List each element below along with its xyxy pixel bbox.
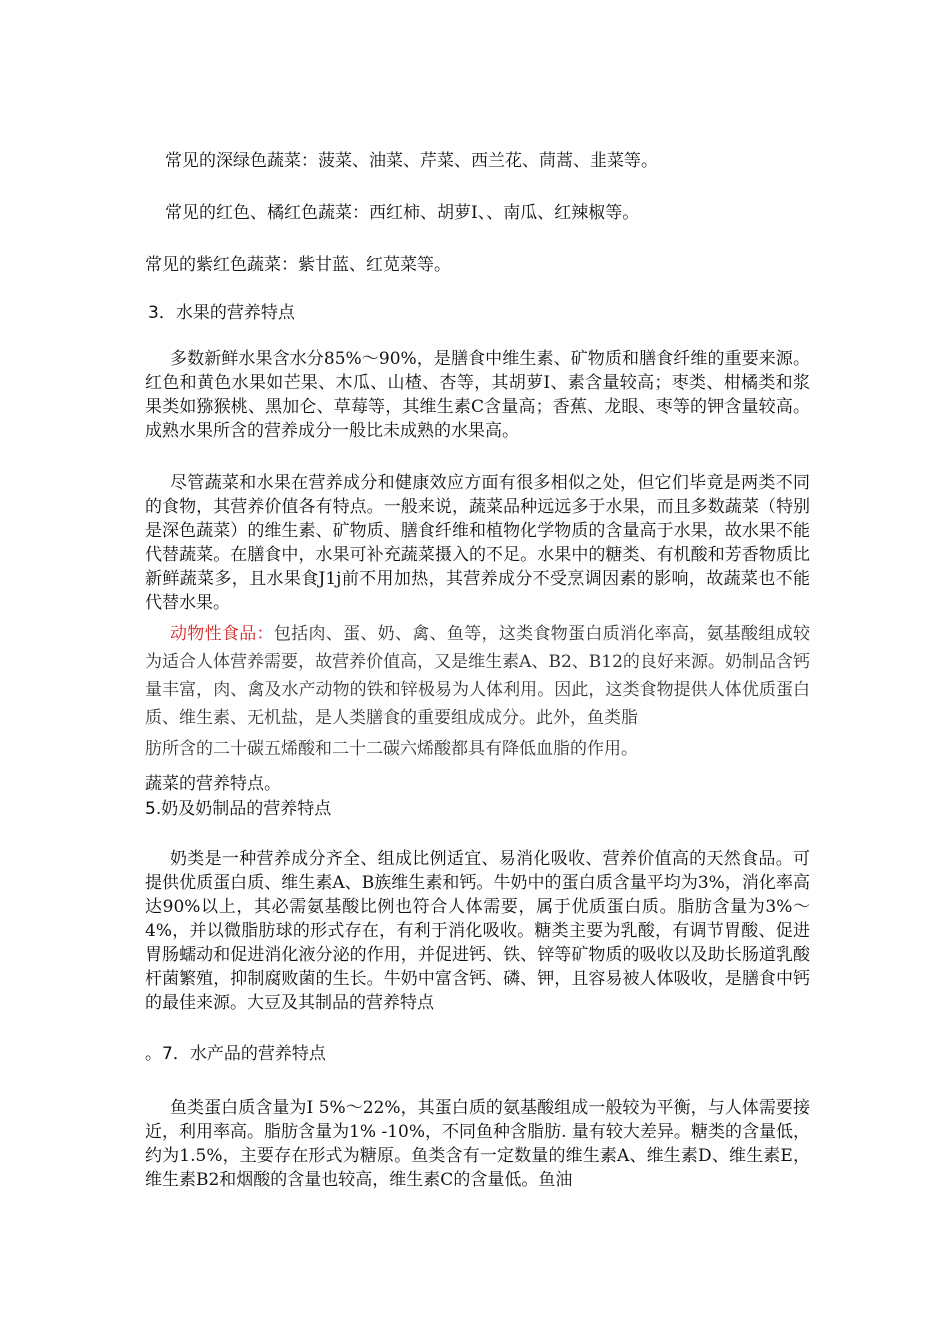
animal-food-continuation: 肪所含的二十碳五烯酸和二十二碳六烯酸都具有降低血脂的作用。: [145, 739, 638, 759]
animal-food-body: 包括肉、蛋、奶、禽、鱼等，这类食物蛋白质消化率高，氨基酸组成较为适合人体营养需要，故营养价值高，又是维生素A、B2、B12的良好来源。奶制品含钙量丰富，肉、禽及水产动物的铁和锌极易为人体利用。因此，这类食物提供人体优质蛋白质、维生素、无机盐，是人类膳食的重要组成成分。此外，鱼类脂: [145, 624, 811, 728]
fruit-nutrition-paragraph: 多数新鲜水果含水分85%～90%，是膳食中维生素、矿物质和膳食纤维的重要来源。红色和黄色水果如芒果、木瓜、山楂、杏等，其胡萝I、素含量较高；枣类、柑橘类和浆果类如猕猴桃、黑加仑、草莓等，其维生素C含量高；香蕉、龙眼、枣等的钾含量较高。成熟水果所含的营养成分一般比未成熟的水果高。: [145, 349, 810, 441]
animal-food-label: 动物性食品：: [170, 624, 274, 644]
section-3-heading: 3．水果的营养特点: [148, 303, 295, 323]
veg-fruit-comparison-paragraph: 尽管蔬菜和水果在营养成分和健康效应方面有很多相似之处，但它们毕竟是两类不同的食物，其营养价值各有特点。一般来说，蔬菜品种远远多于水果，而且多数蔬菜（特别是深色蔬菜）的维生素、矿物质、膳食纤维和植物化学物质的含量高于水果，故水果不能代替蔬菜。在膳食中，水果可补充蔬菜摄入的不足。水果中的糖类、有机酸和芳香物质比新鲜蔬菜多，且水果食J1j前不用加热，其营养成分不受烹调因素的影响，故蔬菜也不能代替水果。: [145, 473, 810, 613]
aquatic-nutrition-paragraph: 鱼类蛋白质含量为I 5%～22%，其蛋白质的氨基酸组成一般较为平衡，与人体需要接近，利用率高。脂肪含量为1% -10%，不同鱼种含脂肪. 量有较大差异。糖类的含量低，约为1.5%，主要存在形式为糖原。鱼类含有一定数量的维生素A、维生素D、维生素E，维生素B2和烟酸的含量也较高，维生素C的含量低。鱼油: [145, 1098, 810, 1190]
animal-food-paragraph: [145, 620, 810, 732]
section-7-heading: 。7．水产品的营养特点: [145, 1044, 326, 1064]
purple-red-vegetables-line: 常见的紫红色蔬菜：紫甘蓝、红苋菜等。: [145, 255, 451, 275]
red-orange-vegetables-line: 常见的红色、橘红色蔬菜：西红柿、胡萝I、、南瓜、红辣椒等。: [165, 203, 640, 223]
vegetable-note: 蔬菜的营养特点。: [145, 774, 281, 794]
section-5-heading: 5.奶及奶制品的营养特点: [145, 799, 332, 819]
dark-green-vegetables-line: 常见的深绿色蔬菜：菠菜、油菜、芹菜、西兰花、茼蒿、韭菜等。: [165, 151, 658, 171]
milk-nutrition-paragraph: 奶类是一种营养成分齐全、组成比例适宜、易消化吸收、营养价值高的天然食品。可提供优质蛋白质、维生素A、B族维生素和钙。牛奶中的蛋白质含量平均为3%，消化率高达90%以上，其必需氨基酸比例也符合人体需要，属于优质蛋白质。脂肪含量为3%～4%，并以微脂肪球的形式存在，有利于消化吸收。糖类主要为乳酸，有调节胃酸、促进胃肠蠕动和促进消化液分泌的作用，并促进钙、铁、锌等矿物质的吸收以及助长肠道乳酸杆菌繁殖，抑制腐败菌的生长。牛奶中富含钙、磷、钾，且容易被人体吸收，是膳食中钙的最佳来源。大豆及其制品的营养特点: [145, 849, 810, 1013]
